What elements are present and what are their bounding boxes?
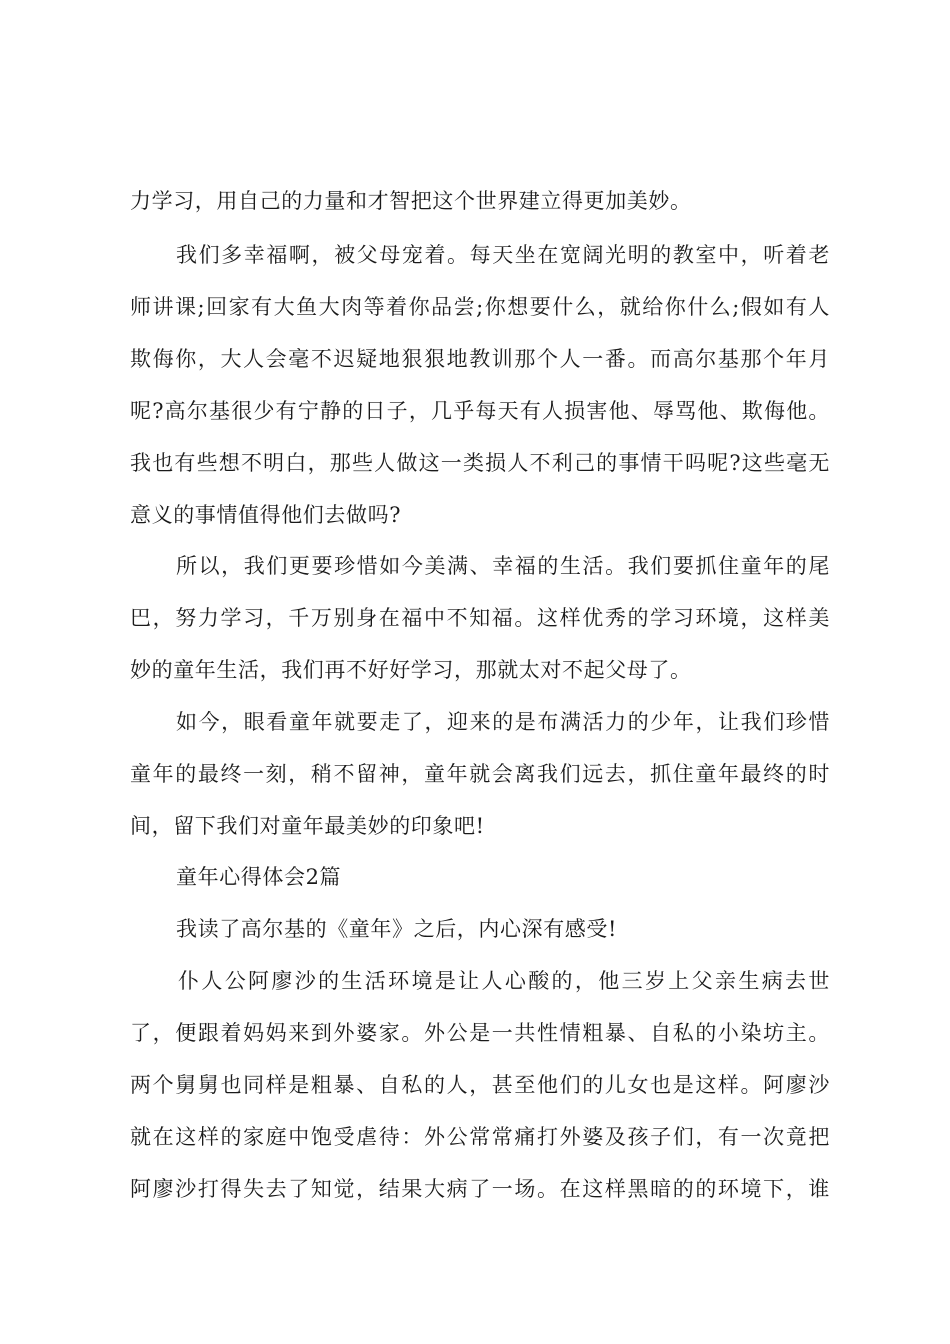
paragraph-5-line-1: 我读了高尔基的《童年》之后，内心深有感受! [176, 917, 618, 941]
paragraph-6-line-1: 仆人公阿廖沙的生活环境是让人心酸的，他三岁上父亲生病去世 [178, 969, 830, 993]
paragraph-2-line-2: 师讲课;回家有大鱼大肉等着你品尝;你想要什么，就给你什么;假如有人 [130, 295, 830, 319]
paragraph-4-line-3: 间，留下我们对童年最美妙的印象吧! [130, 814, 485, 838]
section-heading: 童年心得体会2篇 [176, 865, 342, 889]
paragraph-3-line-1: 所以，我们更要珍惜如今美满、幸福的生活。我们要抓住童年的尾 [176, 554, 830, 578]
paragraph-2-line-3: 欺侮你，大人会毫不迟疑地狠狠地教训那个人一番。而高尔基那个年月 [130, 347, 830, 371]
paragraph-6-line-3: 两个舅舅也同样是粗暴、自私的人，甚至他们的儿女也是这样。阿廖沙 [130, 1073, 830, 1097]
paragraph-2-line-5: 我也有些想不明白，那些人做这一类损人不利己的事情干吗呢?这些毫无 [130, 451, 830, 475]
paragraph-3-line-2: 巴，努力学习，千万别身在福中不知福。这样优秀的学习环境，这样美 [130, 606, 830, 630]
paragraph-3-line-3: 妙的童年生活，我们再不好好学习，那就太对不起父母了。 [130, 658, 692, 682]
paragraph-1-line-1: 力学习，用自己的力量和才智把这个世界建立得更加美妙。 [130, 189, 692, 213]
paragraph-4-line-1: 如今，眼看童年就要走了，迎来的是布满活力的少年，让我们珍惜 [176, 710, 830, 734]
paragraph-2-line-4: 呢?高尔基很少有宁静的日子，几乎每天有人损害他、辱骂他、欺侮他。 [130, 399, 830, 423]
paragraph-2-line-1: 我们多幸福啊，被父母宠着。每天坐在宽阔光明的教室中，听着老 [176, 243, 830, 267]
paragraph-6-line-4: 就在这样的家庭中饱受虐待：外公常常痛打外婆及孩子们，有一次竟把 [130, 1125, 830, 1149]
paragraph-6-line-2: 了，便跟着妈妈来到外婆家。外公是一共性情粗暴、自私的小染坊主。 [130, 1021, 830, 1045]
paragraph-2-line-6: 意义的事情值得他们去做吗? [130, 503, 402, 527]
paragraph-6-line-5: 阿廖沙打得失去了知觉，结果大病了一场。在这样黑暗的的环境下，谁 [130, 1177, 830, 1201]
paragraph-4-line-2: 童年的最终一刻，稍不留神，童年就会离我们远去，抓住童年最终的时 [130, 762, 830, 786]
